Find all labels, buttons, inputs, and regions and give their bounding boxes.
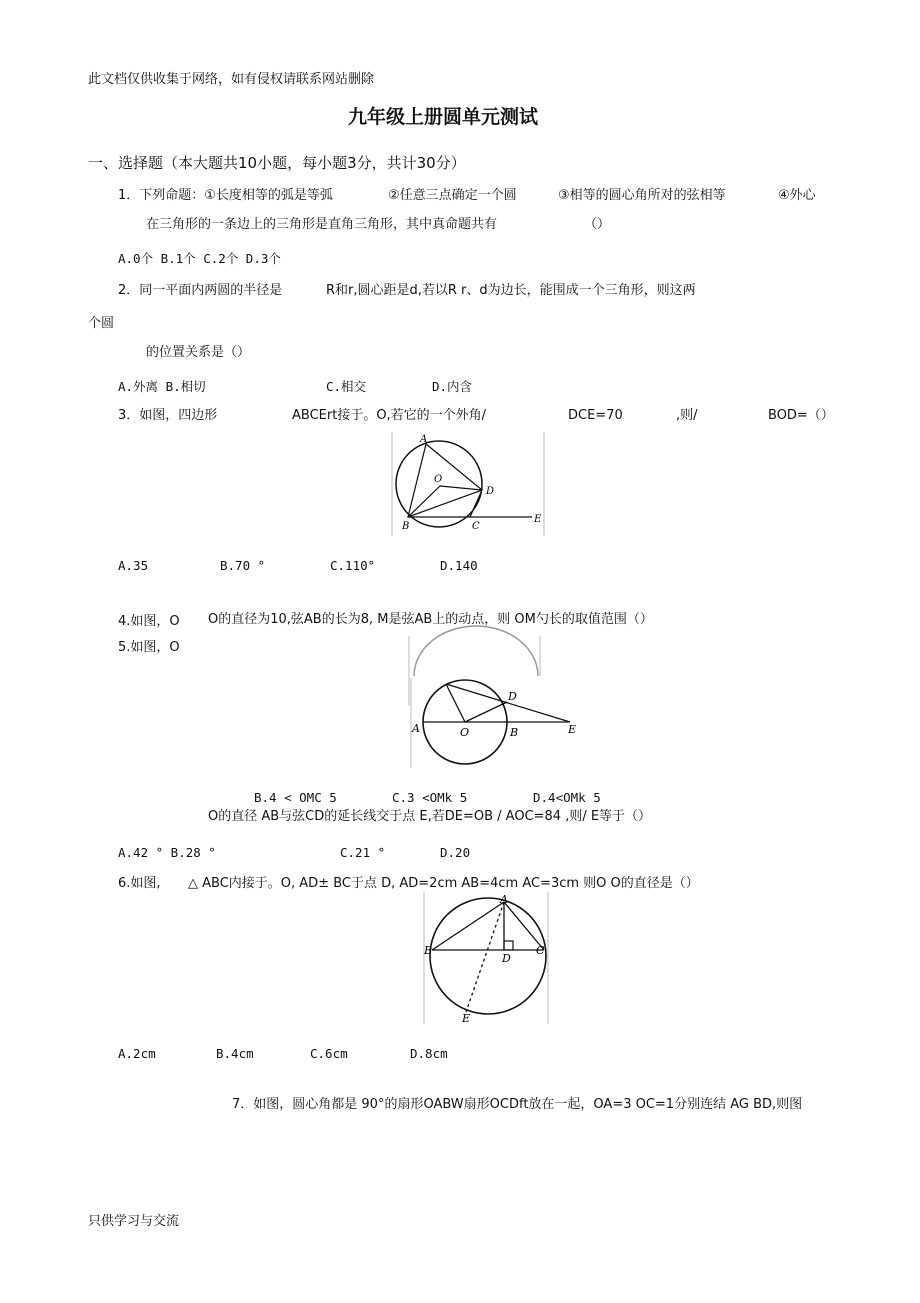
q5-figure [406,636,582,768]
q3-label-o: O [434,474,443,485]
q5-option-d: D.20 [440,845,471,860]
q5-stem-2: O的直径 AB与弦CD的延长线交于点 E,若DE=OB / AOC=84 ,则/ E等于（） [208,809,652,824]
q5-option-c: C.21 ° [340,845,386,860]
q3-option-a: A.35 [118,558,149,573]
q6-label-a: A [500,893,508,906]
q1-proposition-2: ②任意三点确定一个圆 [388,188,517,203]
q6-stem-2: △ ABC内接于。O, AD± BC于点 D, AD=2cm AB=4cm AC=3cm 则O O的直径是（） [188,876,699,891]
q4-stem-2: O的直径为10,弦AB的长为8, M是弦AB上的动点，则 OM勺长的取值范围（） [208,612,653,627]
q1-line1: 1．下列命题：①长度相等的弧是等弧 [118,188,333,203]
q5-stem-1: 5.如图，O [118,640,180,655]
q2-option-ab: A.外离 B.相切 [118,379,206,394]
q6-stem-1: 6.如图, [118,876,161,891]
q3-stem-1: 3．如图，四边形 [118,408,218,423]
q2-option-d: D.内含 [432,379,473,394]
q6-diameter-ae [466,902,504,1012]
q6-option-c: C.6cm [310,1046,348,1061]
q3-stem-4: ,则/ [676,408,698,423]
q5-option-ab: A.42 ° B.28 ° [118,845,216,860]
q6-label-c: C [536,944,545,957]
q1-proposition-3: ③相等的圆心角所对的弦相等 [558,188,726,203]
q5-label-b: B [510,726,519,739]
q6-circle [430,898,546,1014]
q6-right-angle-mark [504,941,513,950]
q3-stem-5: BOD=（） [768,408,834,423]
q3-option-c: C.110° [330,558,376,573]
q6-option-d: D.8cm [410,1046,448,1061]
q3-label-b: B [402,521,410,532]
q6-option-a: A.2cm [118,1046,156,1061]
q3-option-d: D.140 [440,558,478,573]
q2-line1-cont: R和r,圆心距是d,若以R r、d为边长，能围成一个三角形，则这两 [326,283,696,298]
page-title: 九年级上册圆单元测试 [348,106,539,128]
q6-option-b: B.4cm [216,1046,254,1061]
q6-label-e: E [462,1012,471,1025]
q5-radius-od [465,702,507,722]
q6-side-ab [432,902,504,950]
q3-figure [390,432,550,536]
q1-line2: 在三角形的一条边上的三角形是直角三角形，其中真命题共有 [146,217,498,232]
footer-note: 只供学习与交流 [88,1214,180,1229]
q4-stem-1: 4.如图，O [118,614,180,629]
q4-option-b: B.4 < OMC 5 [254,790,337,805]
q3-label-d: D [486,486,495,497]
q3-option-b: B.70 ° [220,558,266,573]
q7-stem: 7．如图，圆心角都是 90°的扇形OABW扇形OCDft放在一起，OA=3 OC=1分别连结 AG BD,则图 [232,1097,803,1112]
q3-stem-3: DCE=70 [568,408,623,423]
q6-figure [420,892,552,1024]
q5-ghost-arc [414,626,538,676]
q2-option-c: C.相交 [326,379,367,394]
q6-label-d: D [502,952,511,965]
q5-radius-oc [446,684,465,722]
header-notice: 此文档仅供收集于网络，如有侵权请联系网站删除 [88,72,375,87]
q1-options: A.0个 B.1个 C.2个 D.3个 [118,251,281,266]
q5-label-d: D [508,690,517,703]
q4-option-d: D.4<OMk 5 [533,790,601,805]
q4-option-c: C.3 <OMk 5 [392,790,468,805]
q2-line3: 的位置关系是（） [146,345,251,360]
section-heading: 一、选择题（本大题共10小题，每小题3分，共计30分） [88,154,466,172]
q3-label-e: E [534,514,542,525]
q2-line1: 2．同一平面内两圆的半径是 [118,283,283,298]
q1-proposition-4: ④外心 [778,188,816,203]
q3-label-c: C [472,521,480,532]
q5-label-e: E [568,723,577,736]
q3-label-a: A [420,434,428,445]
q5-label-a: A [412,722,420,735]
q5-label-o: O [460,726,470,739]
q3-stem-2: ABCErt接于。O,若它的一个外角/ [292,408,487,423]
q2-line2: 个圆 [88,316,115,331]
q1-answer-paren: （） [584,217,611,232]
q6-label-b: B [424,944,433,957]
